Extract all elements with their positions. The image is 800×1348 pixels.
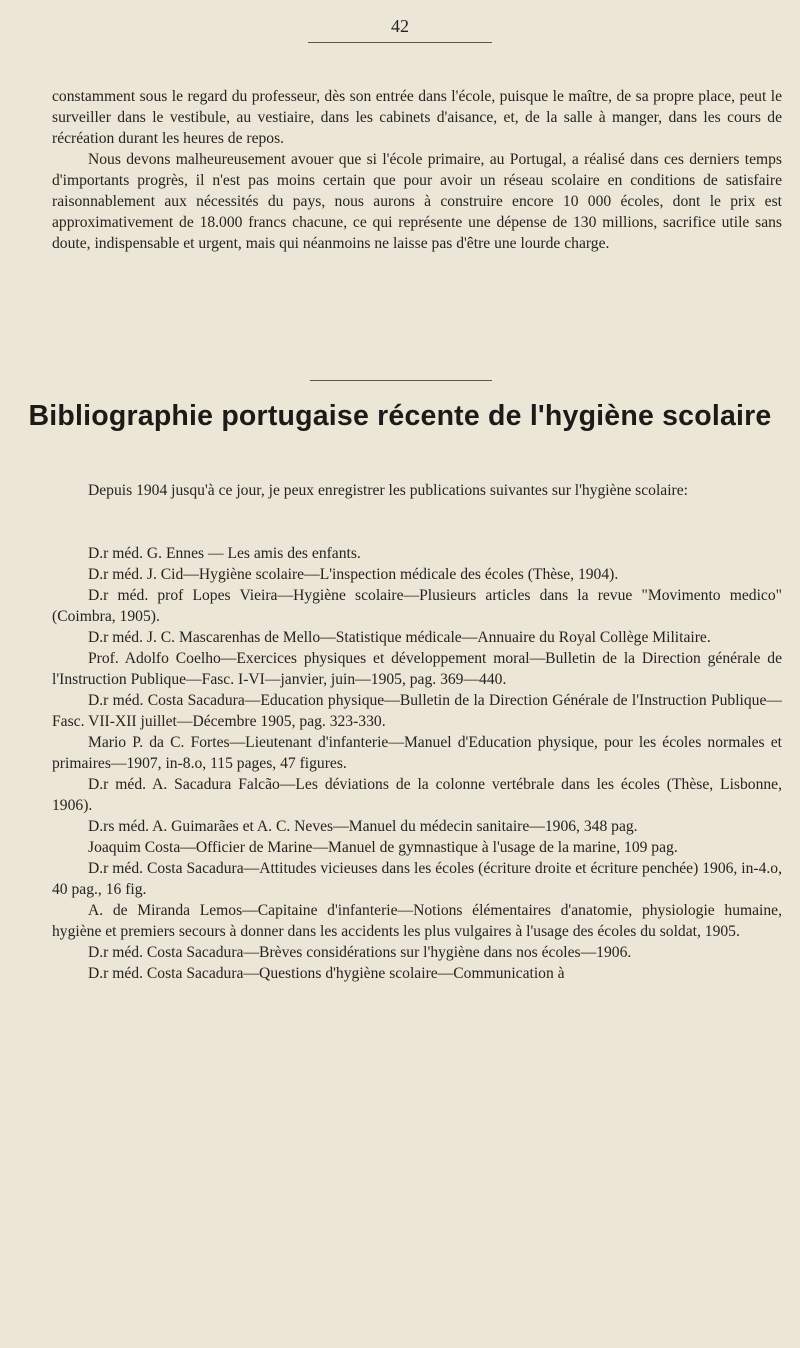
body-text <box>52 86 782 254</box>
bibliography-entry: D.r méd. Costa Sacadura—Questions d'hygiène scolaire—Communication à <box>88 965 565 982</box>
section-divider <box>310 380 492 381</box>
bibliography-list <box>52 543 782 984</box>
bibliography-entry: D.r méd. prof Lopes Vieira—Hygiène scolaire—Plusieurs articles dans la revue "Movimento medico" (Coimbra, 1905). <box>52 587 782 625</box>
intro-paragraph: Depuis 1904 jusqu'à ce jour, je peux enregistrer les publications suivantes sur l'hygiène scolaire: <box>88 482 689 499</box>
bibliography-entry: D.r méd. A. Sacadura Falcão—Les déviations de la colonne vertébrale dans les écoles (Thèse, Lisbonne, 1906). <box>52 776 782 814</box>
page-number: 42 <box>391 16 409 36</box>
bibliography-entry: D.r méd. Costa Sacadura—Attitudes vicieuses dans les écoles (écriture droite et écriture penchée) 1906, in-4.o, 40 pag., 16 fig. <box>52 860 782 898</box>
bibliography-entry: Prof. Adolfo Coelho—Exercices physiques et développement moral—Bulletin de la Direction générale de l'Instruction Publique—Fasc. I-VI—janvier, juin—1905, pag. 369—440. <box>52 650 782 688</box>
bibliography-entry: D.r méd. G. Ennes — Les amis des enfants. <box>88 545 361 562</box>
bibliography-entry: D.r méd. J. Cid—Hygiène scolaire—L'inspection médicale des écoles (Thèse, 1904). <box>88 566 619 583</box>
bibliography-entry: D.rs méd. A. Guimarães et A. C. Neves—Manuel du médecin sanitaire—1906, 348 pag. <box>88 818 638 835</box>
continuation-paragraph: constamment sous le regard du professeur, dès son entrée dans l'école, puisque le maître, de sa propre place, peut le surveiller dans le vestibule, au vestiaire, dans les cabinets d'aisance, et, de la salle à manger, dans les cours de récréation durant les heures de repos. <box>52 88 782 147</box>
bibliography-entry: D.r méd. Costa Sacadura—Education physique—Bulletin de la Direction Générale de l'Instruction Publique—Fasc. VII-XII juillet—Décembre 1905, pag. 323-330. <box>52 692 782 730</box>
bibliography-entry: D.r méd. Costa Sacadura—Brèves considérations sur l'hygiène dans nos écoles—1906. <box>88 944 632 961</box>
bibliography-entry: D.r méd. J. C. Mascarenhas de Mello—Statistique médicale—Annuaire du Royal Collège Militaire. <box>88 629 711 646</box>
bibliography-intro <box>52 480 782 501</box>
bibliography-entry: Joaquim Costa—Officier de Marine—Manuel de gymnastique à l'usage de la marine, 109 pag. <box>88 839 678 856</box>
bibliography-entry: A. de Miranda Lemos—Capitaine d'infanterie—Notions élémentaires d'anatomie, physiologie humaine, hygiène et premiers secours à donner dans les accidents les plus vulgaires à l'usage des écoles du soldat, 1905. <box>52 902 782 940</box>
top-rule <box>308 42 492 43</box>
school-network-paragraph: Nous devons malheureusement avouer que si l'école primaire, au Portugal, a réalisé dans ces derniers temps d'importants progrès, il n'est pas moins certain que pour avoir un réseau scolaire en conditions de satisfaire raisonnablement aux nécessités du pays, nous aurons à construire encore 10 000 écoles, dont le prix est approximativement de 18.000 francs chacune, ce qui représente une dépense de 130 millions, sacrifice utile sans doute, indispensable et urgent, mais qui néanmoins ne laisse pas d'être une lourde charge. <box>52 151 782 252</box>
bibliography-entry: Mario P. da C. Fortes—Lieutenant d'infanterie—Manuel d'Education physique, pour les écoles normales et primaires—1907, in-8.o, 115 pages, 47 figures. <box>52 734 782 772</box>
section-title: Bibliographie portugaise récente de l'hygiène scolaire <box>28 400 772 432</box>
